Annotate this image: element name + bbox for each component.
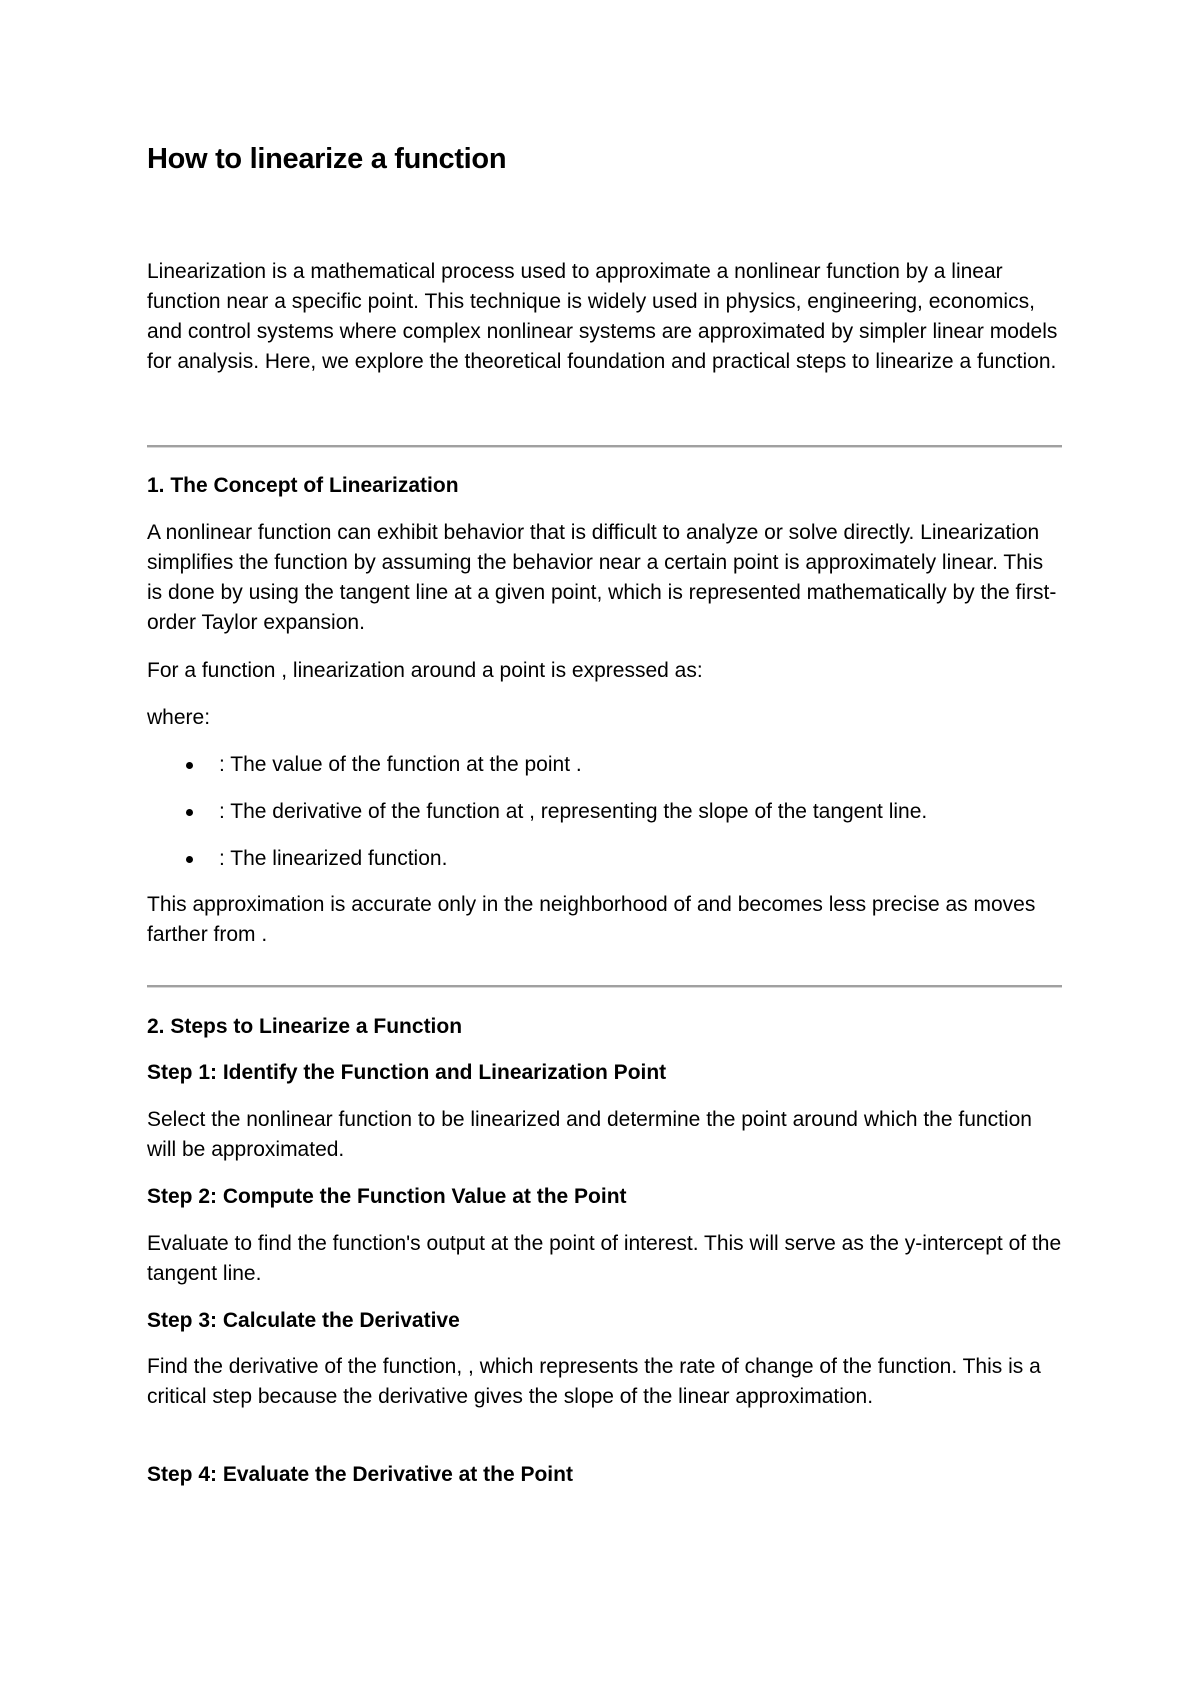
- page-title: How to linearize a function: [147, 143, 507, 175]
- list-item-text: : The derivative of the function at , representing the slope of the tangent line.: [219, 800, 928, 823]
- step-3-heading: Step 3: Calculate the Derivative: [147, 1309, 460, 1332]
- step-3-text: Find the derivative of the function, , which represents the rate of change of the function. This is a critical step because the derivative gives the slope of the linear approximation.: [147, 1355, 1041, 1408]
- formula-intro-text: For a function , linearization around a point is expressed as:: [147, 659, 703, 682]
- bullet-icon: [186, 809, 193, 816]
- intro-paragraph: Linearization is a mathematical process used to approximate a nonlinear function by a linear function near a specific point. This technique is widely used in physics, engineering, economics, and control systems where complex nonlinear systems are approximated by simpler linear models for analysis. Here, we explore the theoretical foundation and practical steps to linearize a function.: [147, 260, 1058, 373]
- section-1-paragraph: A nonlinear function can exhibit behavior that is difficult to analyze or solve directly. Linearization simplifies the function by assuming the behavior near a certain point is approximately linear. This is done by using the tangent line at a given point, which is represented mathematically by the first-order Taylor expansion.: [147, 521, 1057, 634]
- bullet-icon: [186, 856, 193, 863]
- where-text: where:: [147, 706, 211, 729]
- list-item-text: : The linearized function.: [219, 847, 448, 870]
- definition-list: [147, 750, 1062, 891]
- section-2-heading: 2. Steps to Linearize a Function: [147, 1015, 463, 1038]
- list-item-text: : The value of the function at the point .: [219, 753, 582, 776]
- list-item: [147, 797, 1062, 844]
- approximation-note: This approximation is accurate only in the neighborhood of and becomes less precise as moves farther from .: [147, 893, 1036, 946]
- step-4-heading: Step 4: Evaluate the Derivative at the Point: [147, 1463, 573, 1486]
- list-item: [147, 750, 1062, 797]
- step-1-text: Select the nonlinear function to be linearized and determine the point around which the function will be approximated.: [147, 1108, 1032, 1161]
- bullet-icon: [186, 762, 193, 769]
- step-2-text: Evaluate to find the function's output at the point of interest. This will serve as the y-intercept of the tangent line.: [147, 1232, 1062, 1285]
- section-divider: [147, 985, 1062, 988]
- section-divider: [147, 445, 1062, 448]
- list-item: [147, 844, 1062, 891]
- section-1-heading: 1. The Concept of Linearization: [147, 474, 459, 497]
- step-1-heading: Step 1: Identify the Function and Linearization Point: [147, 1061, 667, 1084]
- step-2-heading: Step 2: Compute the Function Value at the Point: [147, 1185, 627, 1208]
